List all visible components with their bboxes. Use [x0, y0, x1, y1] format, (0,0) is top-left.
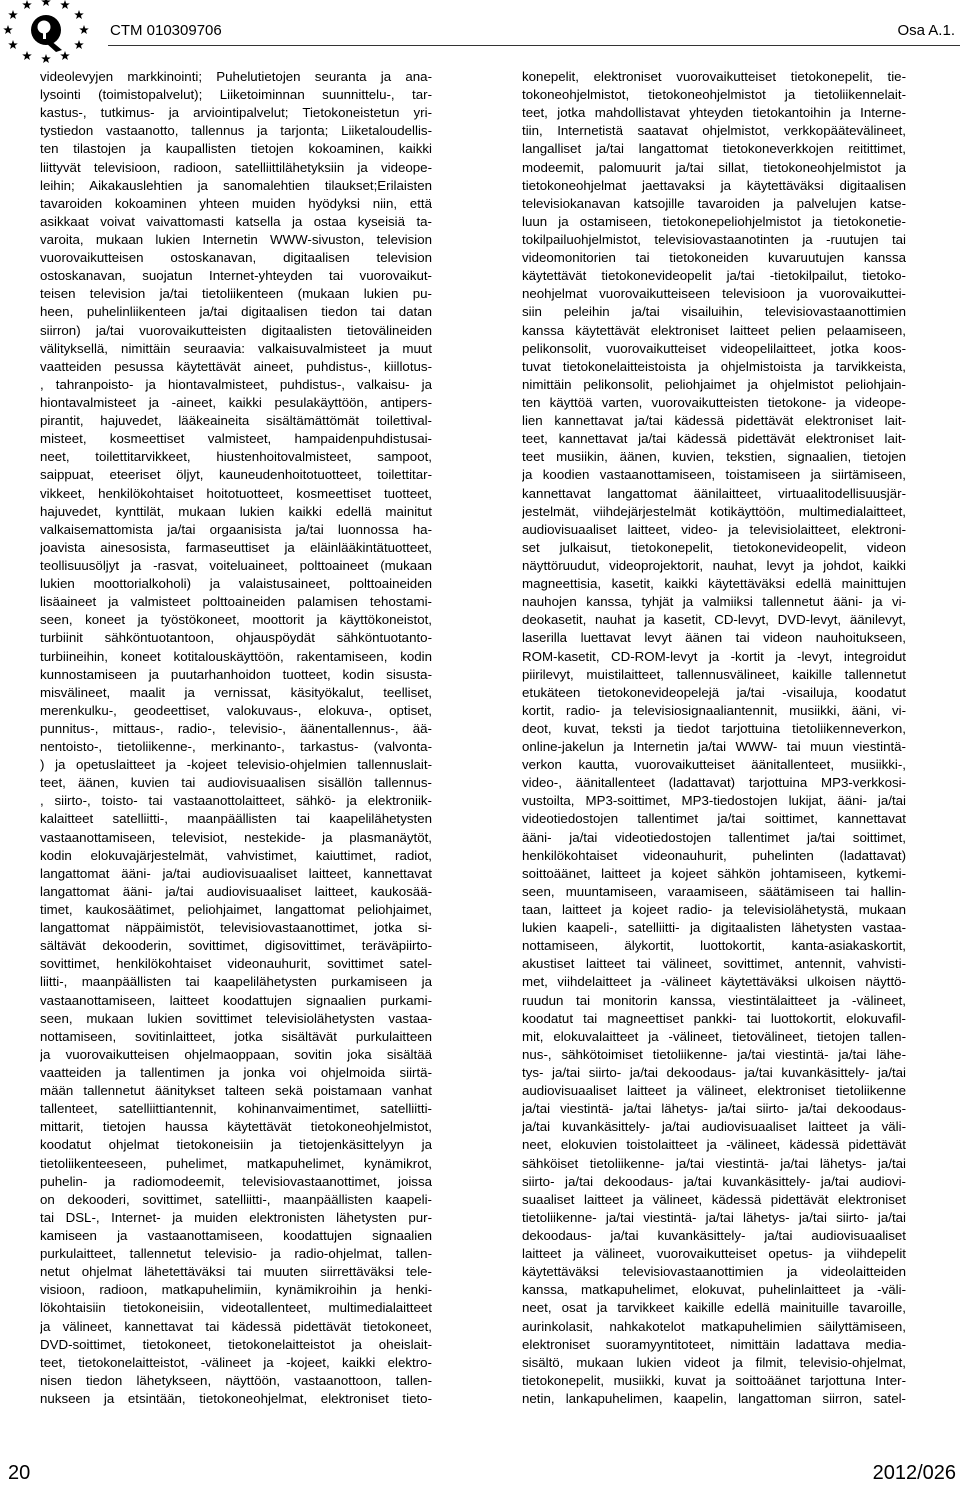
text-line: kortit, radio- ja televisiosignaaliantennit, musiikki, ääni, vi- — [522, 702, 906, 718]
text-line: tietoliikenne- ja/tai viestintä- ja/tai lähetys- ja/tai siirto- ja/tai — [522, 1209, 906, 1225]
text-line: sältävät dekooderin, sovittimet, digisovittimet, teräväpiirto- — [40, 938, 432, 954]
text-line: kamiseen ja vastaanottamiseen, koodattujen signaalien — [40, 1228, 432, 1243]
text-line: siirron) ja/tai vuorovaikutteisten digitaalisten tietovälineiden — [40, 322, 432, 338]
logo-star — [8, 40, 18, 49]
text-line: seen, muuntamiseen, varaamiseen, säätämiseen tai hallin- — [522, 883, 906, 899]
text-line: teisen television ja/tai tietoliikenteen (mukaan lukien pu- — [40, 286, 432, 302]
text-line: seen, mukaan lukien sovittimet televisiolähetysten vastaa- — [40, 1010, 432, 1026]
text-line: piirilevyt, muistilaitteet, tallennusvälineet, kaikille tallennetut — [522, 666, 906, 682]
text-line: neet, elokuvien toistolaitteet ja -välineet, kädessä pidettävät — [522, 1137, 906, 1153]
logo-star — [41, 54, 51, 63]
text-line: turbiineihin, koneet kotitalouskäyttöön, rakentamiseen, kodin — [40, 648, 432, 664]
text-line: kalaitteet satelliitti-, maanpäällisten tai kaapelilähetysten — [40, 811, 432, 827]
text-line: lysointi (toimistopalvelut); Liiketoiminnan suunnittelu-, tar- — [40, 87, 432, 103]
text-line: on dekooderi, sovittimet, satelliitti-, maanpäällisten kaapeli- — [40, 1191, 432, 1207]
text-line: elektroniset suoramyyntitoteet, nimittäin ladattava media- — [522, 1336, 906, 1352]
text-line: nauhojen kanssa, tyhjät ja valmiiksi tallennetut ääni- ja vi- — [522, 594, 906, 610]
document-id: CTM 010309706 — [110, 22, 222, 39]
text-line: kodin elokuvajärjestelmät, vahvistimet, kaiuttimet, radiot, — [40, 847, 432, 863]
text-line: DVD-soittimet, tietokoneet, tietokonelaitteistot ja oheislait- — [40, 1336, 432, 1352]
text-line: jestelmät, viihdejärjestelmät kotikäyttöön, multimedialaitteet, — [522, 503, 906, 519]
text-line: kastus-, tutkimus- ja arviointipalvelut; Tietokoneistetun yri- — [40, 105, 432, 121]
text-line: käytettävät tietokonevideopelit ja/tai -tietokilpailut, tietoko- — [522, 268, 906, 284]
publisher-logo — [0, 0, 100, 64]
text-line: neet, toilettitarvikkeet, hiustenhoitovalmisteet, sampoot, — [40, 449, 432, 465]
right-column — [522, 68, 906, 1408]
text-line: kunnostamiseen ja puutarhanhoidon tuotteet, kodin sisusta- — [40, 666, 432, 682]
text-line: visioon, radioon, matkapuhelimiin, kynämikroihin ja henki- — [40, 1282, 432, 1298]
text-line: vastaanottamiseen, laitteet koodattujen signaalien purkami- — [40, 992, 432, 1008]
logo-star — [22, 0, 32, 9]
text-line: sovittimet, henkilökohtaiset videonauhurit, sovittimet satel- — [40, 956, 432, 972]
text-line: vikkeet, henkilökohtaiset hoitotuotteet, kosmeettiset tuotteet, — [40, 485, 432, 501]
text-line: lukien kaapeli-, satelliitti- ja digitaalisten lähetysten vastaa- — [522, 920, 906, 936]
text-line: televisiokanavan katsojille tavaroiden ja palvelujen katse- — [522, 195, 906, 211]
text-line: tys- ja/tai siirto- ja/tai dekoodaus- ja/tai kuvankäsittely- ja/tai — [522, 1065, 906, 1081]
text-line: mittarit, tietojen haussa käytettävät tietokoneohjelmistot, — [40, 1119, 432, 1135]
text-line: koodatut ohjelmat tietokoneisiin ja tietojenkäsittelyyn ja — [40, 1137, 432, 1153]
text-line: tietokonepelit, musiikki, kuvat ja soittoäänet tarjottuna Inter- — [522, 1372, 906, 1388]
text-line: laitteet ja välineet, vuorovaikutteiset opetus- ja viihdepelit — [522, 1246, 906, 1262]
text-line: tietoliikenteeseen, puhelimet, matkapuhelimet, kynämikrot, — [40, 1155, 432, 1171]
text-line: asikkaat voivat vaivattomasti katsella ja ostaa kyseisiä ta- — [40, 213, 432, 229]
header-rule — [108, 45, 960, 46]
text-line: verkon kautta, vuorovaikutteiset äänitallenteet, musiikki-, — [522, 757, 906, 773]
text-line: välityksellä, nimittäin seuraavia: valkaisuvalmisteet ja muut — [40, 340, 432, 356]
logo-star — [41, 0, 51, 6]
text-line: teet, tietokonelaitteistot, -välineet ja -kojeet, kaikki elektro- — [40, 1354, 432, 1370]
text-line: dekoodaus- ja/tai kuvankäsittely- ja/tai audiovisuaaliset — [522, 1228, 906, 1243]
text-line: akustiset laitteet tai välineet, sovittimet, antennit, vahvisti- — [522, 956, 906, 972]
page-number: 20 — [8, 1462, 31, 1484]
text-line: joavista ainesosista, farmaseuttiset ja eläinlääkintätuotteet, — [40, 539, 432, 555]
text-line: , siirto-, toisto- tai vastaanottolaitteet, sähkö- ja elektroniik- — [40, 793, 432, 809]
text-line: nukseen ja etsintään, tietokoneohjelmat, elektroniset tieto- — [40, 1390, 432, 1406]
text-line: saippuat, eteeriset öljyt, kauneudenhoitotuotteet, toilettitar- — [40, 467, 432, 483]
text-line: misvälineet, maalit ja vernissat, käsityökalut, teelliset, — [40, 684, 432, 700]
text-line: mit, elokuvalaitteet ja -välineet, tietovälineet, tietojen tallen- — [522, 1028, 906, 1044]
text-line: tallenteet, satelliittiantennit, kohinanvaimentimet, satelliitti- — [40, 1101, 432, 1117]
text-line: tuvat tietokonelaitteistoista ja ohjelmistoista ja tarvikkeista, — [522, 358, 906, 374]
text-line: tokoneohjelmistot, tietokoneohjelmistot ja tietoliikennelait- — [522, 87, 906, 103]
eu-stars-emblem-icon — [0, 0, 100, 64]
text-line: tiin, Internetistä saatavat ohjelmistot, verkkopäätevälineet, — [522, 123, 906, 139]
text-line: mään tallennetut äänitykset talteen sekä poistamaan vanhat — [40, 1083, 432, 1099]
text-line: purkulaitteet, tallennetut televisio- ja radio-ohjelmat, tallen- — [40, 1246, 432, 1262]
text-line: tavaroiden kokoaminen yhteen muiden hyödyksi niin, että — [40, 195, 432, 211]
text-line: turbiinit sähköntuotantoon, ohjauspöydät sähköntuotanto- — [40, 630, 432, 646]
text-line: videomonitorien tai tietokoneiden kuvaruutujen kanssa — [522, 250, 906, 266]
text-line: vastaanottamiseen, televisiot, nestekide- ja plasmanäytöt, — [40, 829, 432, 845]
bulletin-issue: 2012/026 — [872, 1462, 956, 1484]
text-line: deot, kuvat, teksti ja tiedot tarjottuina tietoliikenneverkon, — [522, 720, 906, 736]
text-line: modeemit, palomuurit ja/tai sillat, tietokoneohjelmistot ja — [522, 159, 906, 175]
logo-key-mark — [31, 15, 62, 52]
logo-star — [22, 51, 32, 60]
text-line: teollisuusöljyt ja -rasvat, voiteluaineet, polttoaineet (mukaan — [40, 557, 432, 573]
text-line: videotiedostojen tallentimet ja/tai soittimet, kannettavat — [522, 811, 906, 827]
text-line: leihin; Aikakauslehtien ja sanomalehtien tilaukset;Erilaisten — [40, 177, 432, 193]
text-line: lisäaineet ja valmisteet polttoaineiden palamisen tehostami- — [40, 594, 432, 610]
text-line: liitti-, maanpäällisten tai kaapelilähetysten purkamiseen ja — [40, 974, 432, 990]
text-line: lökohtaisiin tietokoneisiin, videotallenteet, multimedialaitteet — [40, 1300, 432, 1316]
text-line: audiovisuaaliset laitteet ja välineet, elektroniset tietoliikenne — [522, 1083, 906, 1099]
text-line: tokilpailuohjelmistot, televisiovastaanotinten ja -ruutujen tai — [522, 231, 906, 247]
text-line: tai DSL-, Internet- ja muiden elektronisten lähetysten pur- — [40, 1209, 432, 1225]
text-line: ja koodien vastaanottamiseen, toistamiseen ja siirtämiseen, — [522, 467, 906, 483]
text-line: vaatteiden ja tallentimen ja jonka voi ohjelmoida siirtä- — [40, 1065, 432, 1081]
text-line: nus-, sähkötoimiset tietoliikenne- ja/tai viestintä- ja/tai lähe- — [522, 1046, 906, 1062]
text-line: nimittäin pelikonsolit, peliohjaimet ja ohjelmistot peliohjain- — [522, 376, 906, 392]
text-line: ten tilastojen ja kaupallisten tietojen kokoaminen, kaikki — [40, 141, 432, 157]
text-line: käytettäväksi televisiovastaanottimien ja videolaitteiden — [522, 1264, 906, 1280]
text-line: netut ohjelmat lähetettäväksi tai muuten siirrettäväksi tele- — [40, 1264, 432, 1280]
section-label: Osa A.1. — [897, 22, 955, 39]
text-line: varoita, mukaan lukien Internetin WWW-sivuston, television — [40, 231, 432, 247]
logo-star — [60, 0, 70, 9]
text-line: misteet, kosmeettiset valmisteet, hampaidenpuhdistusai- — [40, 431, 432, 447]
text-line: neet, osat ja tarvikkeet kaikille edellä mainituille tavaroille, — [522, 1300, 906, 1316]
text-line: video-, äänitallenteet (ladattavat) tarjottuina MP3-verkkosi- — [522, 775, 906, 791]
text-line: vaatteiden pesussa käytettävät aineet, puhdistus-, kiillotus- — [40, 358, 432, 374]
text-line: ) ja opetuslaitteet ja -kojeet televisio-ohjelmien tallennuslait- — [40, 757, 432, 773]
text-line: deokasetit, nauhat ja kasetit, CD-levyt, DVD-levyt, äänilevyt, — [522, 612, 906, 628]
text-line: online-jakelun ja Internetin ja/tai WWW- tai muun viestintä- — [522, 739, 906, 755]
text-line: siin peleihin ja/tai visailuihin, televisiovastaanottimien — [522, 304, 906, 320]
text-line: magneettisia, kasetit, kaikki käytettäväksi edellä mainittujen — [522, 576, 906, 592]
text-line: aurinkolasit, nahkakotelot matkapuhelimien säilyttämiseen, — [522, 1318, 906, 1334]
text-line: valkaisemattomista ja/tai orgaanisista ja/tai luonnossa ha- — [40, 521, 432, 537]
text-line: vustoilta, MP3-soittimet, MP3-tiedostojen lukijat, ääni- ja/tai — [522, 793, 906, 809]
logo-star — [79, 25, 89, 34]
logo-star — [3, 25, 13, 34]
text-line: langattomat näppäimistöt, televisiovastaanottimet, jotka si- — [40, 920, 432, 936]
text-line: liittyvät televisioon, radioon, satelliittilähetyksiin ja videope- — [40, 159, 432, 175]
text-line: ja vuorovaikutteisen ohjelmaoppaan, sovitin joka sisältää — [40, 1046, 432, 1062]
text-line: siirto- ja/tai dekoodaus- ja/tai kuvankäsittely- ja/tai audiovi- — [522, 1173, 906, 1189]
text-line: nottamiseen, älykortit, luottokortit, kanta-asiakaskortit, — [522, 938, 906, 954]
text-line: laserilla luettavat levyt äänen tai videon nauhoitukseen, — [522, 630, 906, 646]
text-line: neohjelmat vuorovaikutteiseen televisioon ja vuorovaikuttei- — [522, 286, 906, 302]
text-line: nottamiseen, sovitinlaitteet, jotka sisältävät purkulaitteen — [40, 1028, 432, 1044]
text-line: ostoskanavan, suojatun Internet-yhteyden tai vuorovaikut- — [40, 268, 432, 284]
text-line: pirantit, hajuvedet, lääkeaineita sisältämättömät toilettival- — [40, 413, 432, 429]
text-line: nentoisto-, tietoliikenne-, merkinanto-, tarkastus- (valvonta- — [40, 739, 432, 755]
text-line: ja/tai viestintä- ja/tai lähetys- ja/tai siirto- ja/tai dekoodaus- — [522, 1101, 906, 1117]
text-line: kanssa käytettävät elektroniset laitteet pelien pelaamiseen, — [522, 322, 906, 338]
text-line: vuorovaikutteisen ostoskanavan, digitaalisen television — [40, 250, 432, 266]
left-column — [40, 68, 432, 1408]
logo-star — [74, 40, 84, 49]
logo-star — [8, 10, 18, 19]
text-line: langattomat ääni- ja/tai audiovisuaaliset laitteet, kannettavat — [40, 865, 432, 881]
text-line: videolevyjen markkinointi; Puhelutietojen seuranta ja ana- — [40, 69, 432, 84]
text-line: soittoäänet, laitteet ja kojeet sähkön johtamiseen, kytkemi- — [522, 865, 906, 881]
text-line: lien kannettavat ja/tai kädessä pidettävät elektroniset lait- — [522, 413, 906, 429]
text-line: luun ja ostamiseen, tietokonepeliohjelmistot ja tietokonetie- — [522, 213, 906, 229]
text-line: koodatut tai magneettiset pankki- tai luottokortit, elokuvafil- — [522, 1010, 906, 1026]
text-line: etukäteen tietokonevideopelejä ja/tai -visailuja, koodatut — [522, 684, 906, 700]
text-line: puhelin- ja radiomodeemit, televisiovastaanottimet, joissa — [40, 1173, 432, 1189]
text-line: merenkulku-, geodeettiset, valokuvaus-, elokuva-, optiset, — [40, 702, 432, 718]
text-line: ten käyttöä varten, vuorovaikutteisten tietokone- ja videope- — [522, 394, 906, 410]
text-line: henkilökohtaiset videonauhurit, puhelinten (ladattavat) — [522, 847, 906, 863]
text-line: teet, kannettavat ja/tai kädessä pidettävät elektroniset lait- — [522, 431, 906, 447]
text-line: suaaliset laitteet ja välineet, kädessä pidettävät elektroniset — [522, 1191, 906, 1207]
text-line: met, viihdelaitteet ja -välineet käytettäväksi ulkoisen näyttö- — [522, 974, 906, 990]
text-line: set julkaisut, tietokonepelit, tietokonevideopelit, videon — [522, 539, 906, 555]
text-line: timet, kaukosäätimet, peliohjaimet, langattomat peliohjaimet, — [40, 902, 432, 918]
text-line: tietokoneohjelmat jaettavaksi ja käytettäväksi digitaalisen — [522, 177, 906, 193]
logo-star — [60, 51, 70, 60]
logo-star — [74, 10, 84, 19]
text-line: heen, puhelinliikenteen ja/tai digitaalisen tiedon tai datan — [40, 304, 432, 320]
text-line: netin, lankapuhelimen, kaapelin, langattoman siirron, satel- — [522, 1390, 906, 1406]
text-line: punnitus-, mittaus-, radio-, televisio-, äänentallennus-, ää- — [40, 720, 432, 736]
text-line: ruudun tai monitorin kanssa, viestintälaitteet ja -välineet, — [522, 992, 906, 1008]
text-line: teet musiikin, äänen, kuvien, tekstien, signaalien, tietojen — [522, 449, 906, 465]
text-line: lukien moottorialkoholi) ja valaistusaineet, polttoaineiden — [40, 576, 432, 592]
text-line: audiovisuaaliset laitteet, video- ja televisiolaitteet, elektroni- — [522, 521, 906, 537]
text-line: teet, äänen, kuvien tai audiovisuaalisen sisällön tallennus- — [40, 775, 432, 791]
text-line: tystiedon vastaanotto, tallennus ja tarjonta; Liiketaloudellis- — [40, 123, 432, 139]
text-line: ääni- ja/tai videotiedostojen tallentimet ja/tai soittimet, — [522, 829, 906, 845]
text-line: langalliset ja/tai langattomat tietokoneverkkojen reitittimet, — [522, 141, 906, 157]
text-line: teet, jotka mahdollistavat yhteyden tietokantoihin ja Interne- — [522, 105, 906, 121]
text-line: näyttöruudut, videoprojektorit, nauhat, levyt ja johdot, kaikki — [522, 557, 906, 573]
text-line: seen, koneet ja työstökoneet, moottorit ja käyttökoneistot, — [40, 612, 432, 628]
text-line: ROM-kasetit, CD-ROM-levyt ja -kortit ja -levyt, integroidut — [522, 648, 906, 664]
text-line: sähköiset tietoliikenne- ja/tai viestintä- ja/tai lähetys- ja/tai — [522, 1155, 906, 1171]
text-line: ja/tai kuvankäsittely- ja/tai audiovisuaaliset laitteet ja väli- — [522, 1119, 906, 1135]
text-line: kannettavat langattomat äänilaitteet, virtuaalitodellisuusjär- — [522, 485, 906, 501]
text-line: sisältö, mukaan lukien videot ja filmit, televisio-ohjelmat, — [522, 1354, 906, 1370]
text-line: hiontavalmisteet ja -aineet, kaikki pesulakäyttöön, antipers- — [40, 394, 432, 410]
text-line: nisen tiedon lähetykseen, näyttöön, vastaanottoon, tallen- — [40, 1372, 432, 1388]
text-line: hajuvedet, kynttilät, mukaan lukien kaikki edellä mainitut — [40, 503, 432, 519]
text-line: , tahranpoisto- ja hiontavalmisteet, puhdistus-, valkaisu- ja — [40, 376, 432, 392]
text-line: langattomat ääni- ja/tai audiovisuaaliset laitteet, kaukosää- — [40, 883, 432, 899]
text-line: taan, laitteet ja kojeet radio- ja televisiolähetystä, mukaan — [522, 902, 906, 918]
text-line: konepelit, elektroniset vuorovaikutteiset tietokonepelit, tie- — [522, 69, 906, 84]
text-line: ja välineet, kannettavat tai kädessä pidettävät tietokoneet, — [40, 1318, 432, 1334]
text-line: pelikonsolit, vuorovaikutteiset videopelilaitteet, jotka koos- — [522, 340, 906, 356]
text-line: kanssa, matkapuhelimet, elokuvat, puhelinlaitteet ja -väli- — [522, 1282, 906, 1298]
